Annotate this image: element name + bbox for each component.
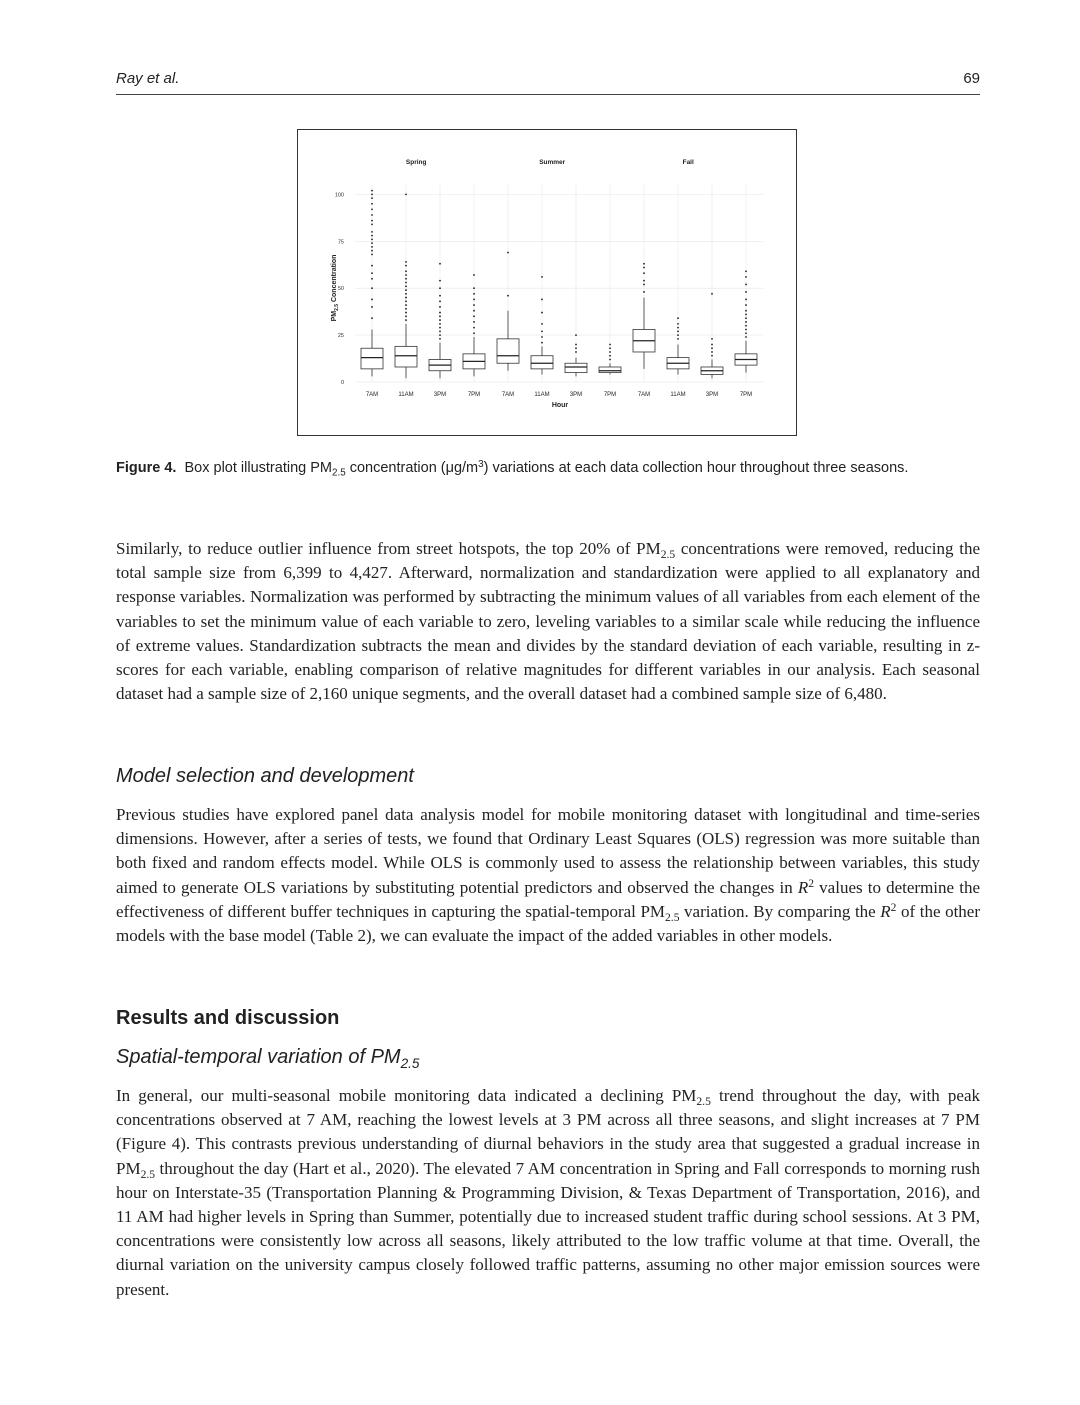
- outlier-point: [575, 334, 577, 336]
- y-tick-label: 75: [337, 239, 344, 246]
- p3-sub-1: 2.5: [696, 1095, 711, 1109]
- outlier-point: [405, 315, 407, 317]
- outlier-point: [405, 319, 407, 321]
- outlier-point: [745, 317, 747, 319]
- outlier-point: [405, 261, 407, 263]
- outlier-point: [711, 344, 713, 346]
- caption-label: Figure 4.: [116, 460, 177, 476]
- outlier-point: [439, 263, 441, 265]
- p2-text-a: Previous studies have explored panel data analysis model for mobile monitoring dataset with longitudinal and time-series dimensions. However, after a series of tests, we found that Ordinary Least Squares (OLS) regression was more suitable than both fixed and random effects model. While OLS is commonly used to assess the relationship between variables, this study aimed to generate OLS variations by substituting potential predictors and observed the changes in: [116, 805, 980, 897]
- section-heading-results: Results and discussion: [116, 1007, 340, 1029]
- outlier-point: [371, 231, 373, 233]
- outlier-point: [439, 312, 441, 314]
- outlier-point: [745, 304, 747, 306]
- subheading2-text: Spatial-temporal variation of PM: [116, 1046, 401, 1068]
- outlier-point: [473, 327, 475, 329]
- paragraph-normalization: [116, 537, 980, 706]
- outlier-point: [371, 193, 373, 195]
- boxplot-chart: [298, 130, 795, 434]
- outlier-point: [575, 344, 577, 346]
- x-tick-label: 11AM: [670, 392, 686, 398]
- outlier-point: [677, 317, 679, 319]
- x-axis-label: Hour: [551, 402, 569, 409]
- outlier-point: [745, 276, 747, 278]
- outlier-point: [609, 344, 611, 346]
- p3-text-c: throughout the day (Hart et al., 2020). The elevated 7 AM concentration in Spring and Fall corresponds to morning rush hour on Interstate-35 (Transportation Planning & Programming Division, & Texas Department of Transportation, 2016), and 11 AM had higher levels in Spring than Summer, potentially due to increased student traffic during school sessions. At 3 PM, concentrations were consistently low across all seasons, likely attributed to the low traffic volume at that time. Overall, the diurnal variation on the university campus closely followed traffic patterns, assuming no other major emission sources were present.: [116, 1158, 980, 1299]
- caption-text-pre: Box plot illustrating PM: [184, 460, 332, 476]
- outlier-point: [745, 299, 747, 301]
- outlier-point: [609, 359, 611, 361]
- outlier-point: [473, 315, 475, 317]
- outlier-point: [405, 285, 407, 287]
- p3-text-b: trend throughout the day, with peak concentrations observed at 7 AM, reaching the lowest levels at 3 PM across all three seasons, and slight increases at 7 PM (Figure 4). This contrasts previous understanding of diurnal behaviors in the study area that suggested a gradual increase in PM: [116, 1086, 980, 1178]
- outlier-point: [745, 291, 747, 293]
- outlier-point: [371, 246, 373, 248]
- p3-text-a: In general, our multi-seasonal mobile monitoring data indicated a declining PM: [116, 1086, 697, 1105]
- x-tick-label: 7PM: [739, 392, 753, 398]
- outlier-point: [371, 203, 373, 205]
- y-tick-label: 0: [340, 380, 344, 386]
- p2-sub: 2.5: [665, 910, 680, 924]
- outlier-point: [541, 299, 543, 301]
- outlier-point: [371, 242, 373, 244]
- outlier-point: [439, 300, 441, 302]
- outlier-point: [371, 250, 373, 252]
- outlier-point: [439, 287, 441, 289]
- outlier-point: [371, 299, 373, 301]
- outlier-point: [405, 193, 407, 195]
- outlier-point: [507, 295, 509, 297]
- x-tick-label: 7AM: [365, 392, 379, 398]
- outlier-point: [745, 284, 747, 286]
- box-iqr: [361, 348, 383, 369]
- p2-text-b: values to determine the effectiveness of different buffer techniques in capturing the spatial-temporal PM: [116, 877, 980, 921]
- outlier-point: [405, 304, 407, 306]
- outlier-point: [439, 330, 441, 332]
- outlier-point: [643, 284, 645, 286]
- outlier-point: [405, 274, 407, 276]
- outlier-point: [745, 329, 747, 331]
- subheading-spatial-temporal: [116, 1046, 419, 1069]
- x-tick-label: 7AM: [501, 392, 515, 398]
- figure-caption: [116, 458, 980, 479]
- outlier-point: [541, 342, 543, 344]
- x-tick-label: 7PM: [467, 392, 481, 398]
- outlier-point: [711, 355, 713, 357]
- outlier-point: [643, 291, 645, 293]
- outlier-point: [439, 315, 441, 317]
- caption-text-mid: concentration (μg/m: [345, 460, 479, 476]
- caption-text-post: ) variations at each data collection hour throughout three seasons.: [483, 460, 909, 476]
- running-head-authors: Ray et al.: [116, 70, 180, 87]
- outlier-point: [371, 235, 373, 237]
- outlier-point: [473, 304, 475, 306]
- outlier-point: [405, 300, 407, 302]
- y-axis-label-pre: PM: [331, 310, 338, 322]
- outlier-point: [371, 239, 373, 241]
- outlier-point: [473, 321, 475, 323]
- box-iqr: [395, 346, 417, 367]
- outlier-point: [745, 332, 747, 334]
- p2-text-d: of the other models with the base model (Table 2), we can evaluate the impact of the added variables in other models.: [116, 901, 981, 946]
- outlier-point: [405, 282, 407, 284]
- outlier-point: [711, 347, 713, 349]
- x-tick-label: 3PM: [433, 392, 447, 398]
- outlier-point: [677, 330, 679, 332]
- box-iqr: [599, 367, 621, 373]
- outlier-point: [439, 334, 441, 336]
- outlier-point: [371, 306, 373, 308]
- x-tick-label: 11AM: [534, 392, 550, 398]
- p3-sub-2: 2.5: [140, 1167, 156, 1181]
- y-tick-label: 50: [337, 286, 344, 293]
- r-squared-sup: 2: [808, 876, 815, 890]
- outlier-point: [439, 306, 441, 308]
- r-squared-symbol: R: [797, 877, 809, 897]
- outlier-point: [711, 293, 713, 295]
- outlier-point: [745, 314, 747, 316]
- outlier-point: [677, 334, 679, 336]
- outlier-point: [371, 220, 373, 222]
- outlier-point: [371, 214, 373, 216]
- x-tick-label: 3PM: [705, 392, 719, 398]
- outlier-point: [677, 338, 679, 340]
- outlier-point: [405, 265, 407, 267]
- outlier-point: [439, 338, 441, 340]
- box-iqr: [565, 363, 587, 372]
- figure-4-box: [297, 129, 797, 436]
- x-tick-label: 7PM: [603, 392, 617, 398]
- box-iqr: [531, 356, 553, 369]
- outlier-point: [643, 267, 645, 269]
- caption-sub: 2.5: [331, 467, 346, 479]
- y-tick-label: 100: [334, 192, 344, 199]
- outlier-point: [609, 347, 611, 349]
- outlier-point: [439, 295, 441, 297]
- outlier-point: [439, 319, 441, 321]
- outlier-point: [473, 310, 475, 312]
- outlier-point: [473, 332, 475, 334]
- outlier-point: [745, 321, 747, 323]
- outlier-point: [371, 197, 373, 199]
- outlier-point: [643, 280, 645, 282]
- outlier-point: [371, 190, 373, 192]
- outlier-point: [541, 312, 543, 314]
- outlier-point: [473, 287, 475, 289]
- outlier-point: [405, 293, 407, 295]
- y-tick-label: 25: [337, 333, 344, 340]
- outlier-point: [507, 252, 509, 254]
- p2-text-c: variation. By comparing the: [679, 901, 881, 921]
- y-axis-label-post: Concentration: [331, 254, 338, 304]
- outlier-point: [541, 330, 543, 332]
- outlier-point: [711, 338, 713, 340]
- outlier-point: [371, 278, 373, 280]
- outlier-point: [405, 297, 407, 299]
- caption-sup: 3: [478, 459, 484, 471]
- outlier-point: [643, 272, 645, 274]
- outlier-point: [473, 299, 475, 301]
- outlier-point: [643, 263, 645, 265]
- subheading2-sub: 2.5: [400, 1055, 420, 1071]
- outlier-point: [371, 265, 373, 267]
- outlier-point: [405, 308, 407, 310]
- outlier-point: [371, 287, 373, 289]
- outlier-point: [745, 336, 747, 338]
- x-tick-label: 11AM: [398, 392, 414, 398]
- r-squared-symbol: R: [880, 901, 891, 921]
- outlier-point: [711, 351, 713, 353]
- x-tick-label: 7AM: [637, 392, 651, 398]
- subheading-model-selection: Model selection and development: [116, 765, 414, 787]
- y-axis-label-sub: 2.5: [334, 303, 340, 311]
- running-header: [116, 68, 980, 95]
- outlier-point: [677, 323, 679, 325]
- outlier-point: [371, 254, 373, 256]
- panel-title: Summer: [539, 159, 566, 166]
- page-number: 69: [963, 70, 980, 87]
- box-iqr: [497, 339, 519, 363]
- outlier-point: [371, 317, 373, 319]
- outlier-point: [745, 310, 747, 312]
- p1-text-a: Similarly, to reduce outlier influence from street hotspots, the top 20% of PM: [116, 539, 661, 558]
- outlier-point: [473, 274, 475, 276]
- paragraph-spatial-temporal: [116, 1084, 980, 1302]
- outlier-point: [575, 351, 577, 353]
- outlier-point: [575, 347, 577, 349]
- outlier-point: [371, 272, 373, 274]
- paragraph-model-selection: [116, 803, 980, 948]
- outlier-point: [371, 224, 373, 226]
- outlier-point: [677, 327, 679, 329]
- outlier-point: [541, 336, 543, 338]
- outlier-point: [405, 270, 407, 272]
- outlier-point: [541, 276, 543, 278]
- x-tick-label: 3PM: [569, 392, 583, 398]
- panel-title: Spring: [405, 159, 427, 166]
- outlier-point: [609, 351, 611, 353]
- p1-text-b: concentrations were removed, reducing the total sample size from 6,399 to 4,427. Afterward, normalization and standardization were applied to all explanatory and response variables. Normalization was performed by subtracting the minimum values of all variables from each element of the variables to set the minimum value of each variable to zero, leveling variables to a similar scale while reducing the influence of extreme values. Standardization subtracts the mean and divides by the standard deviation of each variable, resulting in z-scores for each variable, enabling comparison of relative magnitudes for different variables in our analysis. Each seasonal dataset had a sample size of 2,160 unique segments, and the overall dataset had a combined sample size of 6,480.: [116, 539, 980, 704]
- outlier-point: [473, 293, 475, 295]
- panel-title: Fall: [682, 159, 694, 166]
- outlier-point: [405, 312, 407, 314]
- outlier-point: [745, 270, 747, 272]
- outlier-point: [541, 323, 543, 325]
- r-squared-sup: 2: [890, 901, 897, 915]
- p1-sub: 2.5: [660, 548, 676, 562]
- outlier-point: [405, 278, 407, 280]
- outlier-point: [439, 323, 441, 325]
- outlier-point: [439, 327, 441, 329]
- outlier-point: [439, 280, 441, 282]
- outlier-point: [609, 355, 611, 357]
- outlier-point: [371, 208, 373, 210]
- outlier-point: [405, 289, 407, 291]
- outlier-point: [745, 325, 747, 327]
